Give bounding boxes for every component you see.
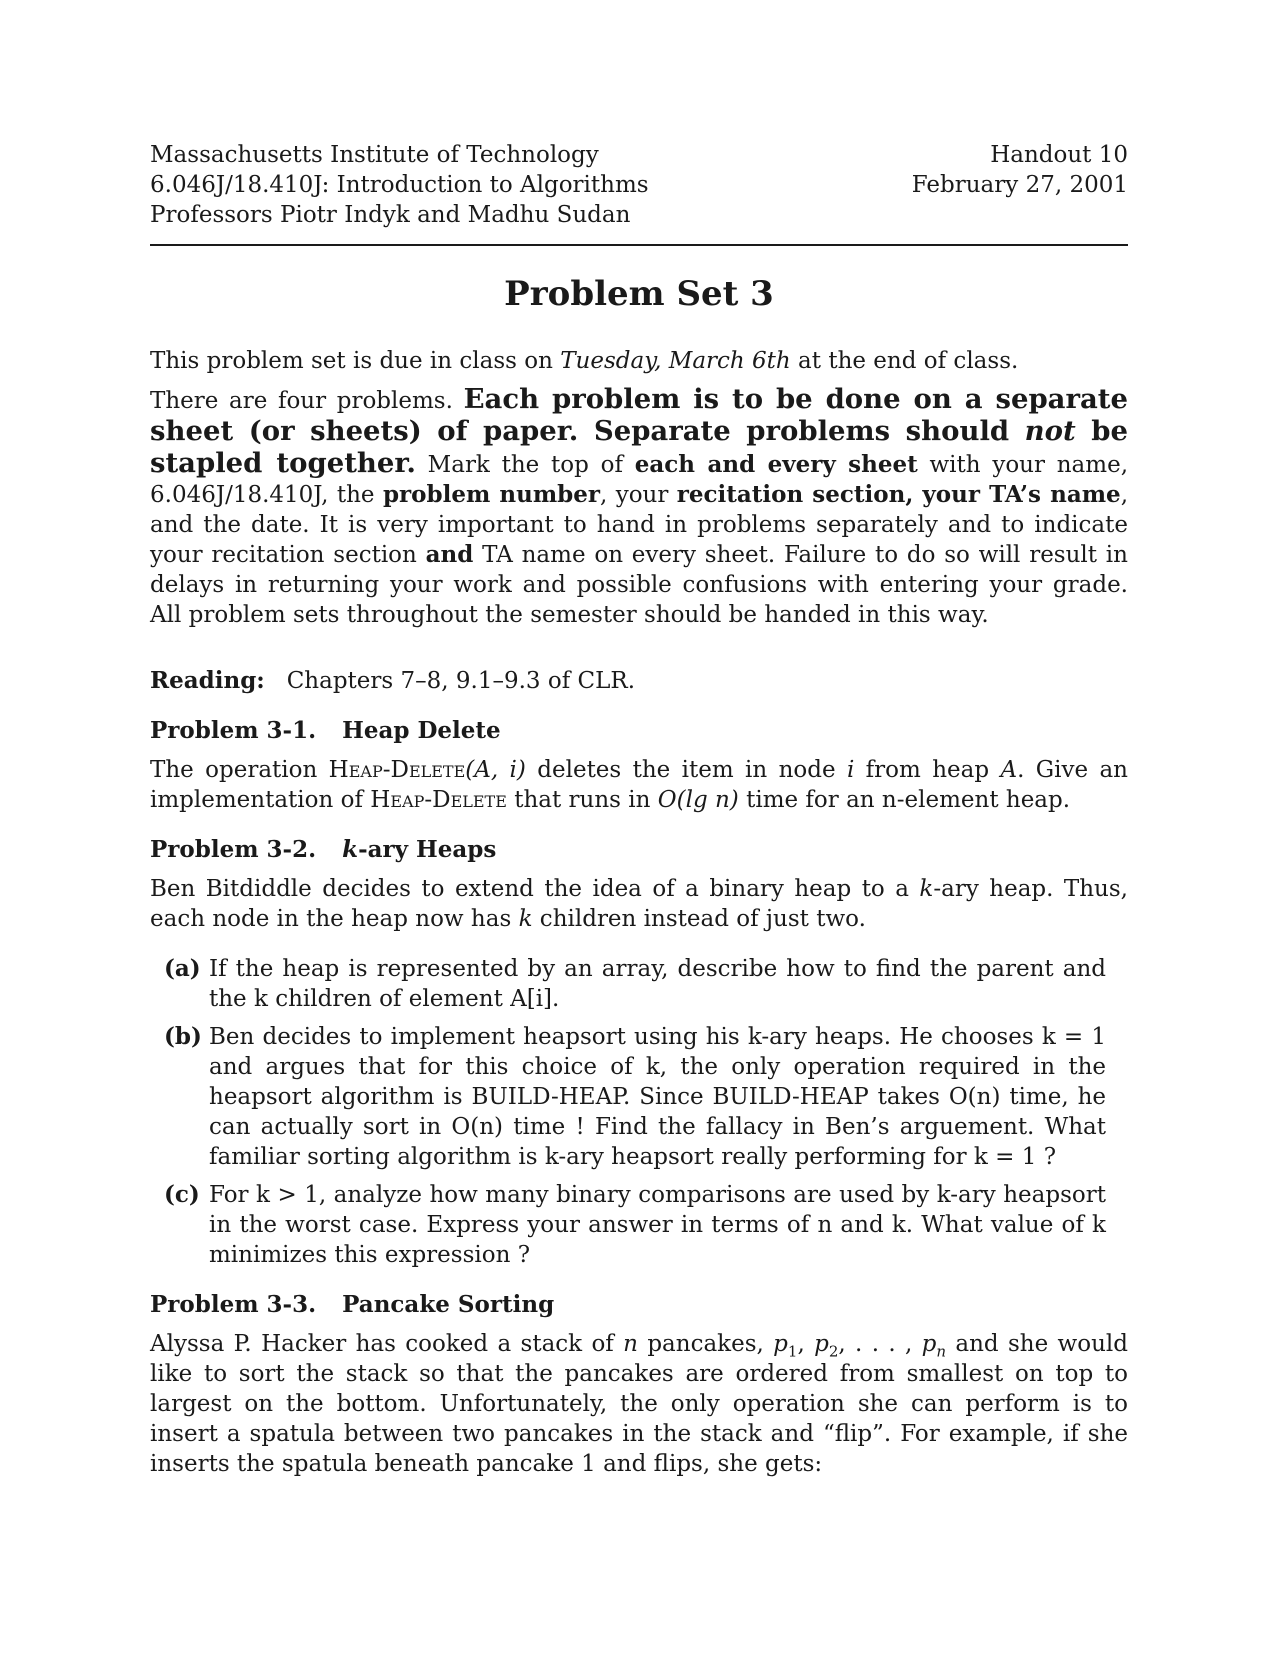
text-run: Ben Bitdiddle decides to extend the idea of a binary heap to a [150,876,920,902]
instructions-bold: problem number [382,481,600,508]
handout-header [150,140,1128,230]
math-separator: , . . . , [838,1331,922,1357]
text-run: The operation [150,757,329,783]
list-item [164,1180,1128,1270]
math: k [919,876,934,902]
instructions-text: , your [600,482,677,508]
due-paragraph [150,346,1128,376]
text-run: that runs in [506,787,658,813]
problem-title: -ary Heaps [358,836,497,863]
professors: Professors Piotr Indyk and Madhu Sudan [150,202,631,228]
math: p [773,1331,788,1357]
math: O(lg n) [657,787,739,813]
math: p [814,1331,829,1357]
handout-date: February 27, 2001 [911,172,1128,198]
header-right [912,140,1128,230]
list-item [164,954,1128,1014]
text-run: and she would like to sort the stack so that the pancakes are ordered from smallest on top to largest on the bottom. Unfortunately, the only operation she can perform is to insert a spatula between two pancakes in the stack and “flip”. For example, if she inserts the spatula beneath pancake 1 and flips, she gets: [150,1331,1128,1477]
handout-number: Handout 10 [990,142,1128,168]
instructions-emphasis: Each problem is to be done on a separate sheet (or sheets) of paper. Separate problems should [150,383,1128,447]
reading-label: Reading: [150,667,265,694]
reading-text: Chapters 7–8, 9.1–9.3 of CLR. [286,668,636,694]
due-date: Tuesday, March 6th [560,348,791,374]
math-subscript: 2 [828,1342,839,1361]
header-left [150,140,649,230]
part-label: (b) [164,1023,202,1050]
text-run: Alyssa P. Hacker has cooked a stack of [150,1331,624,1357]
instructions-bold: each and every sheet [634,451,918,478]
problem-2-intro [150,874,1128,934]
math-separator: , [797,1331,815,1357]
instructions-bold: and [425,541,474,568]
part-text: Ben decides to implement heapsort using his k-ary heaps. He chooses k = 1 and argues that for this choice of k, the only operation required in the heapsort algorithm is BUILD-HEAP. Since BUILD-HEAP takes O(n) time, he can actually sort in O(n) time ! Find the fallacy in Ben’s arguement. What familiar sorting algorithm is k-ary heapsort really performing for k = 1 ? [209,1024,1106,1170]
problem-title: Heap Delete [342,717,501,744]
header-rule [150,244,1128,246]
math: k [342,836,359,863]
problem-title: Pancake Sorting [342,1291,555,1318]
text-run: from heap [854,757,1001,783]
instructions-text: Mark the top of [415,452,635,478]
document-page [150,140,1128,1479]
instructions-bold: recitation section, your TA’s name [676,481,1121,508]
instructions-emphasis-end: be stapled together. [150,415,1128,479]
problem-1-heading [150,716,1128,746]
operation-name: Heap-Delete [370,787,507,813]
math: A [1000,757,1018,783]
part-label: (c) [164,1181,200,1208]
math-subscript: 1 [787,1342,798,1361]
text-run: children instead of just two. [532,906,866,932]
part-label: (a) [164,955,201,982]
text-run: . Give an implementation of [150,757,1128,813]
math: p [921,1331,937,1357]
instructions-text: TA name on every sheet. Failure to do so will result in delays in returning your work and possible confusions with entering your grade. All problem sets throughout the semester should be handed in this way. [150,542,1128,628]
problem-2-heading [150,835,1128,865]
problem-2-parts [150,954,1128,1270]
instructions-paragraph [150,384,1128,630]
problem-3-text [150,1329,1128,1479]
instructions-lead: There are four problems. [150,388,464,414]
math-subscript: n [936,1342,947,1361]
due-text-end: at the end of class. [790,348,1019,374]
operation-name: Heap-Delete [328,757,466,783]
text-run: -ary heap. Thus, each node in the heap now has [150,876,1128,932]
problem-number: Problem 3-3. [150,1291,317,1318]
instructions-text: , and the date. It is very important to hand in problems separately and to indicate your recitation section [150,482,1128,568]
instructions-text: with your name, 6.046J/18.410J, the [150,452,1129,508]
part-text: For k > 1, analyze how many binary comparisons are used by k-ary heapsort in the worst case. Express your answer in terms of n and k. What value of k minimizes this expression ? [209,1182,1106,1268]
instructions-not: not [1024,415,1076,447]
text-run: time for an n-element heap. [738,787,1071,813]
problem-1-text [150,755,1128,815]
math: n [623,1331,638,1357]
text-run: deletes the item in node [525,757,847,783]
problem-3-heading [150,1290,1128,1320]
course-title: 6.046J/18.410J: Introduction to Algorithms [150,172,649,198]
page-title: Problem Set 3 [504,274,774,314]
math: (A, i) [465,757,526,783]
list-item [164,1022,1128,1172]
problem-number: Problem 3-2. [150,836,317,863]
text-run: pancakes, [637,1331,774,1357]
math: i [846,757,855,783]
math: k [518,906,533,932]
reading-line [150,666,1128,696]
part-text: If the heap is represented by an array, describe how to find the parent and the k children of element A[i]. [209,956,1106,1012]
problem-number: Problem 3-1. [150,717,317,744]
due-text: This problem set is due in class on [150,348,561,374]
institution: Massachusetts Institute of Technology [150,142,599,168]
